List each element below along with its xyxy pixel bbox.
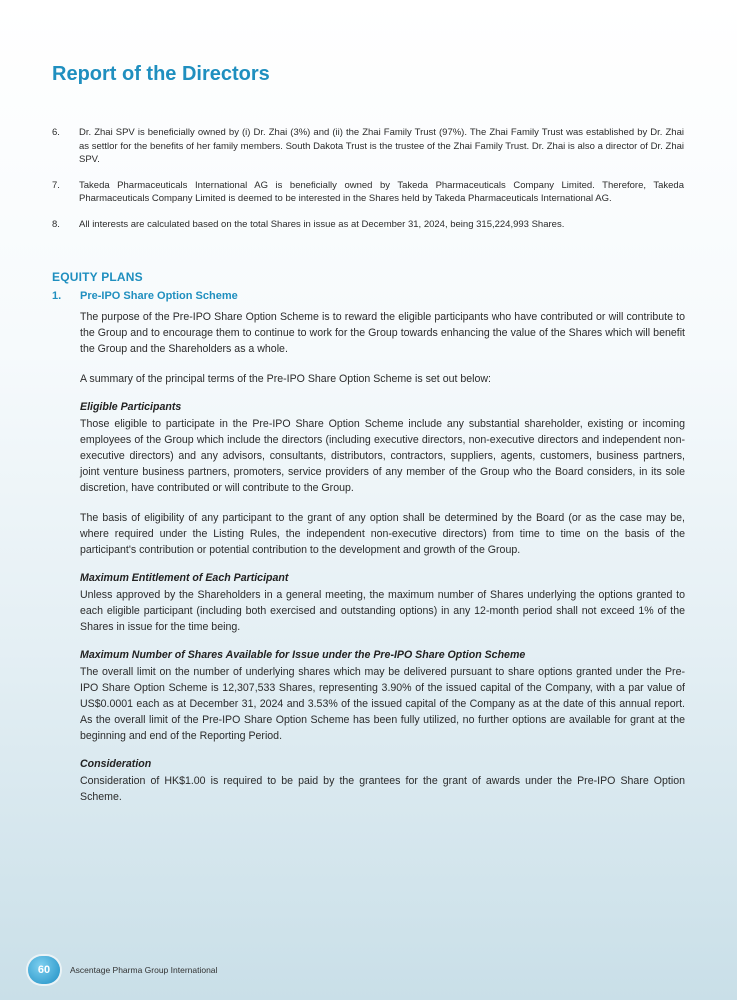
subsection-title: Pre-IPO Share Option Scheme — [80, 290, 238, 302]
consideration-heading: Consideration — [80, 758, 152, 770]
page-title: Report of the Directors — [52, 63, 270, 85]
footnote-number: 7. — [52, 179, 60, 191]
summary-paragraph: A summary of the principal terms of the Pre-IPO Share Option Scheme is set out below: — [80, 373, 491, 385]
page-number: 60 — [28, 956, 60, 984]
footnote-text: Takeda Pharmaceuticals International AG is beneficially owned by Takeda Pharmaceuticals Company Limited. Therefore, Takeda Pharmaceuticals Company Limited is deemed to be interested in the Shares held by Takeda Pharmaceuticals International AG. — [79, 179, 684, 205]
footnote-text: Dr. Zhai SPV is beneficially owned by (i) Dr. Zhai (3%) and (ii) the Zhai Family Trust (97%). The Zhai Family Trust was established by Dr. Zhai as settlor for the benefits of her family members. South Dakota Trust is the trustee of the Zhai Family Trust. Dr. Zhai is also a director of Dr. Zhai SPV. — [79, 127, 684, 166]
consideration-paragraph: Consideration of HK$1.00 is required to be paid by the grantees for the grant of awards under the Pre-IPO Share Option Scheme. — [80, 775, 685, 803]
subsection-number: 1. — [52, 290, 62, 302]
footnote — [52, 126, 684, 167]
max-entitlement-paragraph: Unless approved by the Shareholders in a general meeting, the maximum number of Shares underlying the options granted to each eligible participant (including both exercised and outstanding options) in any 12-month period shall not exceed 1% of the Shares in issue for the time being. — [80, 589, 685, 633]
max-shares-heading: Maximum Number of Shares Available for Issue under the Pre-IPO Share Option Scheme — [80, 649, 526, 661]
intro-paragraph: The purpose of the Pre-IPO Share Option Scheme is to reward the eligible participants who have contributed or will contribute to the Group and to encourage them to continue to work for the Group towards enhancing the value of the Shares which will benefit the Group and the Shareholders as a whole. — [80, 311, 685, 355]
max-shares-paragraph: The overall limit on the number of underlying shares which may be delivered pursuant to share options granted under the Pre-IPO Share Option Scheme is 12,307,533 Shares, representing 3.90% of the issued capital of the Company, with a par value of US$0.0001 each as at December 31, 2024 and 3.53% of the issued capital of the Company as at the date of this annual report. As the overall limit of the Pre-IPO Share Option Scheme has been fully utilized, no further options are available for grant at the beginning and end of the Reporting Period. — [80, 666, 685, 742]
section-body — [80, 309, 685, 819]
footnote-number: 6. — [52, 127, 60, 138]
footnote-text: All interests are calculated based on the total Shares in issue as at December 31, 2024, being 315,224,993 Shares. — [79, 218, 565, 230]
eligible-participants-paragraph: Those eligible to participate in the Pre-IPO Share Option Scheme include any substantial shareholder, existing or incoming employees of the Group which include the directors (including executive directors, non-executive directors and independent non-executive directors) and any advisors, consultants, distributors, contractors, suppliers, agents, customers, business partners, joint venture business partners, promoters, service providers of any member of the Group who the Board considers, in its sole discretion, have contributed or will contribute to the Group. — [80, 418, 685, 494]
max-entitlement-heading: Maximum Entitlement of Each Participant — [80, 572, 289, 584]
section-heading: EQUITY PLANS — [52, 270, 143, 284]
footnote — [52, 179, 684, 206]
company-name: Ascentage Pharma Group International — [70, 965, 218, 975]
eligible-participants-heading: Eligible Participants — [80, 401, 182, 413]
footnotes — [52, 126, 684, 244]
subsection-heading — [52, 290, 692, 302]
footnote — [52, 218, 684, 232]
eligibility-basis-paragraph: The basis of eligibility of any participant to the grant of any option shall be determined by the Board (or as the case may be, where required under the Listing Rules, the independent non-executive directors) from time to time on the basis of the participant's contribution or potential contribution to the development and growth of the Group. — [80, 512, 685, 556]
page-footer — [28, 956, 217, 984]
footnote-number: 8. — [52, 218, 60, 230]
